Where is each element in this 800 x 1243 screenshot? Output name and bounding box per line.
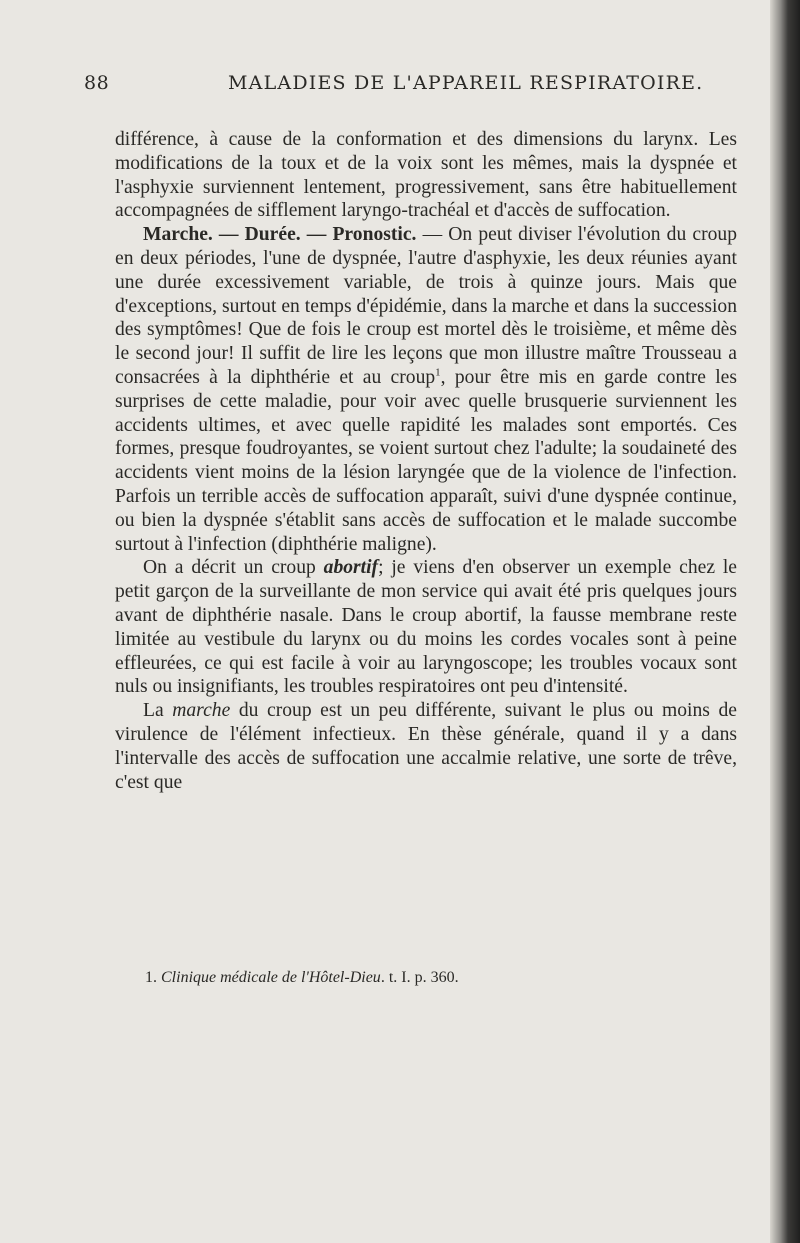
paragraph-1: différence, à cause de la conformation et des dimensions du larynx. Les modifications de la toux et de la voix sont les mêmes, mais la dyspnée et l'asphyxie surviennent lentement, progressivement, sans être habituellement accompagnées de sifflement laryngo-trachéal et d'accès de suffocation. xyxy=(115,129,737,222)
paragraph-4 xyxy=(115,699,737,794)
body-text xyxy=(115,128,737,794)
section-heading: Marche. — Durée. — Pronostic. xyxy=(143,224,417,246)
footnote xyxy=(145,968,735,988)
emphasis-marche: marche xyxy=(172,700,231,722)
paragraph-4-text-b: du croup est un peu différente, suivant le plus ou moins de virulence de l'élément infectieux. En thèse générale, quand il y a dans l'intervalle des accès de suffocation une accalmie relative, une sorte de trêve, c'est que xyxy=(115,700,737,793)
footnote-title: Clinique médicale de l'Hôtel-Dieu xyxy=(161,969,381,986)
paragraph-4-text-a: La xyxy=(143,700,173,722)
paragraph-2-text-b: , pour être mis en garde contre les surprises de cette maladie, pour voir avec quelle brusquerie surviennent les accidents ultimes, et avec quelle rapidité les malades sont emportés. Ces formes, presque foudroyantes, se voient surtout chez l'adulte; la soudaineté des accidents vient moins de la lésion laryngée que de la violence de l'infection. Parfois un terrible accès de suffocation apparaît, suivi d'une dyspnée continue, ou bien la dyspnée s'établit sans accès de suffocation et le malade succombe surtout à l'infection (diphthérie maligne). xyxy=(115,366,737,555)
footnote-ref: . t. I. p. 360. xyxy=(380,969,459,986)
footnote-number: 1. xyxy=(145,969,157,986)
paragraph-3-text-a: On a décrit un croup xyxy=(143,557,324,579)
footnote-reference: 1 xyxy=(435,366,441,379)
page-number: 88 xyxy=(84,72,110,94)
paragraph-3 xyxy=(115,556,737,699)
paragraph-3-text-b: ; je viens d'en observer un exemple chez le petit garçon de la surveillante de mon service qui avait été pris quelques jours avant de diphthérie nasale. Dans le croup abortif, la fausse membrane reste limitée au vestibule du larynx ou du moins les cordes vocales sont à peine effleurées, ce qui est facile à voir au laryngoscope; les troubles vocaux sont nuls ou insignifiants, les troubles respiratoires ont peu d'intensité. xyxy=(115,557,737,698)
paragraph-2-text-a: — On peut diviser l'évolution du croup en deux périodes, l'une de dyspnée, l'autre d'asphyxie, les deux réunies ayant une durée excessivement variable, de trois à quinze jours. Mais que d'exceptions, surtout en temps d'épidémie, dans la marche et dans la succession des symptômes! Que de fois le croup est mortel dès le troisième, et même dès le second jour! Il suffit de lire les leçons que mon illustre maître Trousseau a consacrées à la diphthérie et au croup xyxy=(115,224,737,388)
book-spine-edge xyxy=(770,0,800,1243)
emphasis-abortif: abortif xyxy=(323,557,379,579)
running-title: MALADIES DE L'APPAREIL RESPIRATOIRE. xyxy=(228,72,704,94)
paragraph-2 xyxy=(115,223,737,556)
page-header xyxy=(0,72,770,98)
